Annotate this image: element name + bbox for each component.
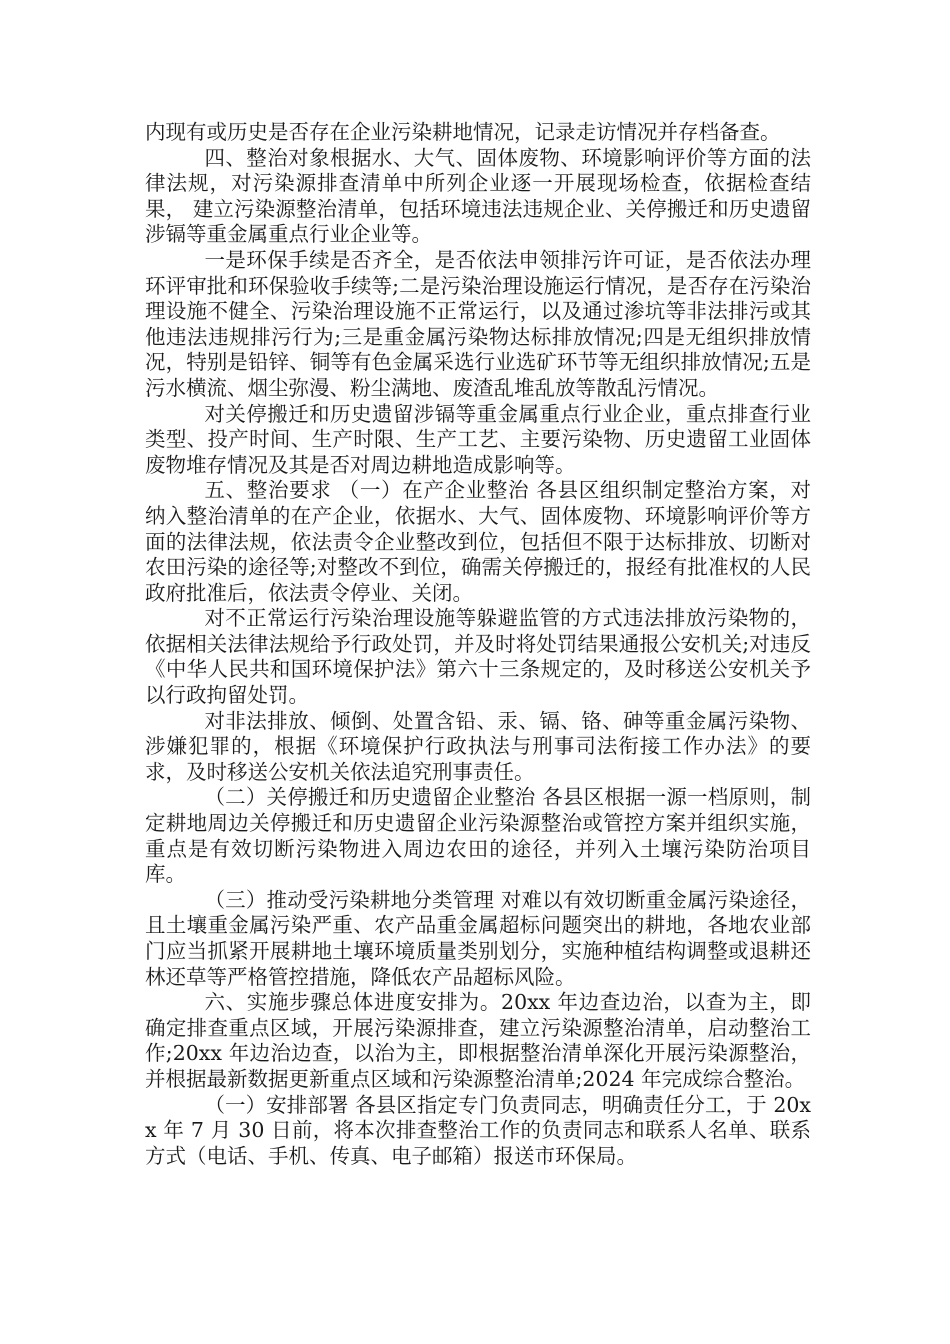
paragraph-3: 一是环保手续是否齐全，是否依法申领排污许可证，是否依法办理环评审批和环保验收手续等;二是污染治理设施运行情况，是否存在污染治理设施不健全、污染治理设施不正常运行，以及通过渗坑等非法排污或其他违法违规排污行为;三是重金属污染物达标排放情况;四是无组织排放情况，特别是铅锌、铜等有色金属采选行业选矿环节等无组织排放情况;五是污水横流、烟尘弥漫、粉尘满地、废渣乱堆乱放等散乱污情况。 (145, 247, 811, 400)
paragraph-11: （一）安排部署 各县区指定专门负责同志，明确责任分工，于 20xx 年 7 月 30 日前，将本次排查整治工作的负责同志和联系人名单、联系方式（电话、手机、传真、电子邮箱）报送市环保局。 (145, 1092, 811, 1168)
paragraph-6: 对不正常运行污染治理设施等躲避监管的方式违法排放污染物的，依据相关法律法规给予行政处罚，并及时将处罚结果通报公安机关;对违反《中华人民共和国环境保护法》第六十三条规定的，及时移送公安机关予以行政拘留处罚。 (145, 606, 811, 708)
document-body (145, 120, 811, 1169)
paragraph-5: 五、整治要求 （一）在产企业整治 各县区组织制定整治方案，对纳入整治清单的在产企业，依据水、大气、固体废物、环境影响评价等方面的法律法规，依法责令企业整改到位，包括但不限于达标排放、切断对农田污染的途径等;对整改不到位，确需关停搬迁的，报经有批准权的人民政府批准后，依法责令停业、关闭。 (145, 478, 811, 605)
paragraph-2: 四、整治对象根据水、大气、固体废物、环境影响评价等方面的法律法规，对污染源排查清单中所列企业逐一开展现场检查，依据检查结果， 建立污染源整治清单，包括环境违法违规企业、关停搬迁和历史遗留涉镉等重金属重点行业企业等。 (145, 145, 811, 247)
paragraph-10: 六、实施步骤总体进度安排为。20xx 年边查边治，以查为主，即确定排查重点区域，开展污染源排查，建立污染源整治清单，启动整治工作;20xx 年边治边查，以治为主，即根据整治清单深化开展污染源整治，并根据最新数据更新重点区域和污染源整治清单;2024 年完成综合整治。 (145, 990, 811, 1091)
paragraph-7: 对非法排放、倾倒、处置含铅、汞、镉、铬、砷等重金属污染物、涉嫌犯罪的，根据《环境保护行政执法与刑事司法衔接工作办法》的要求，及时移送公安机关依法追究刑事责任。 (145, 708, 811, 784)
paragraph-8: （二）关停搬迁和历史遗留企业整治 各县区根据一源一档原则，制定耕地周边关停搬迁和历史遗留企业污染源整治或管控方案并组织实施，重点是有效切断污染物进入周边农田的途径，并列入土壤污染防治项目库。 (145, 785, 811, 887)
paragraph-1: 内现有或历史是否存在企业污染耕地情况，记录走访情况并存档备查。 (145, 120, 781, 144)
paragraph-9: （三）推动受污染耕地分类管理 对难以有效切断重金属污染途径，且土壤重金属污染严重、农产品重金属超标问题突出的耕地，各地农业部门应当抓紧开展耕地土壤环境质量类别划分，实施种植结构调整或退耕还林还草等严格管控措施，降低农产品超标风险。 (145, 887, 811, 989)
paragraph-4: 对关停搬迁和历史遗留涉镉等重金属重点行业企业，重点排查行业类型、投产时间、生产时限、生产工艺、主要污染物、历史遗留工业固体废物堆存情况及其是否对周边耕地造成影响等。 (145, 401, 811, 477)
